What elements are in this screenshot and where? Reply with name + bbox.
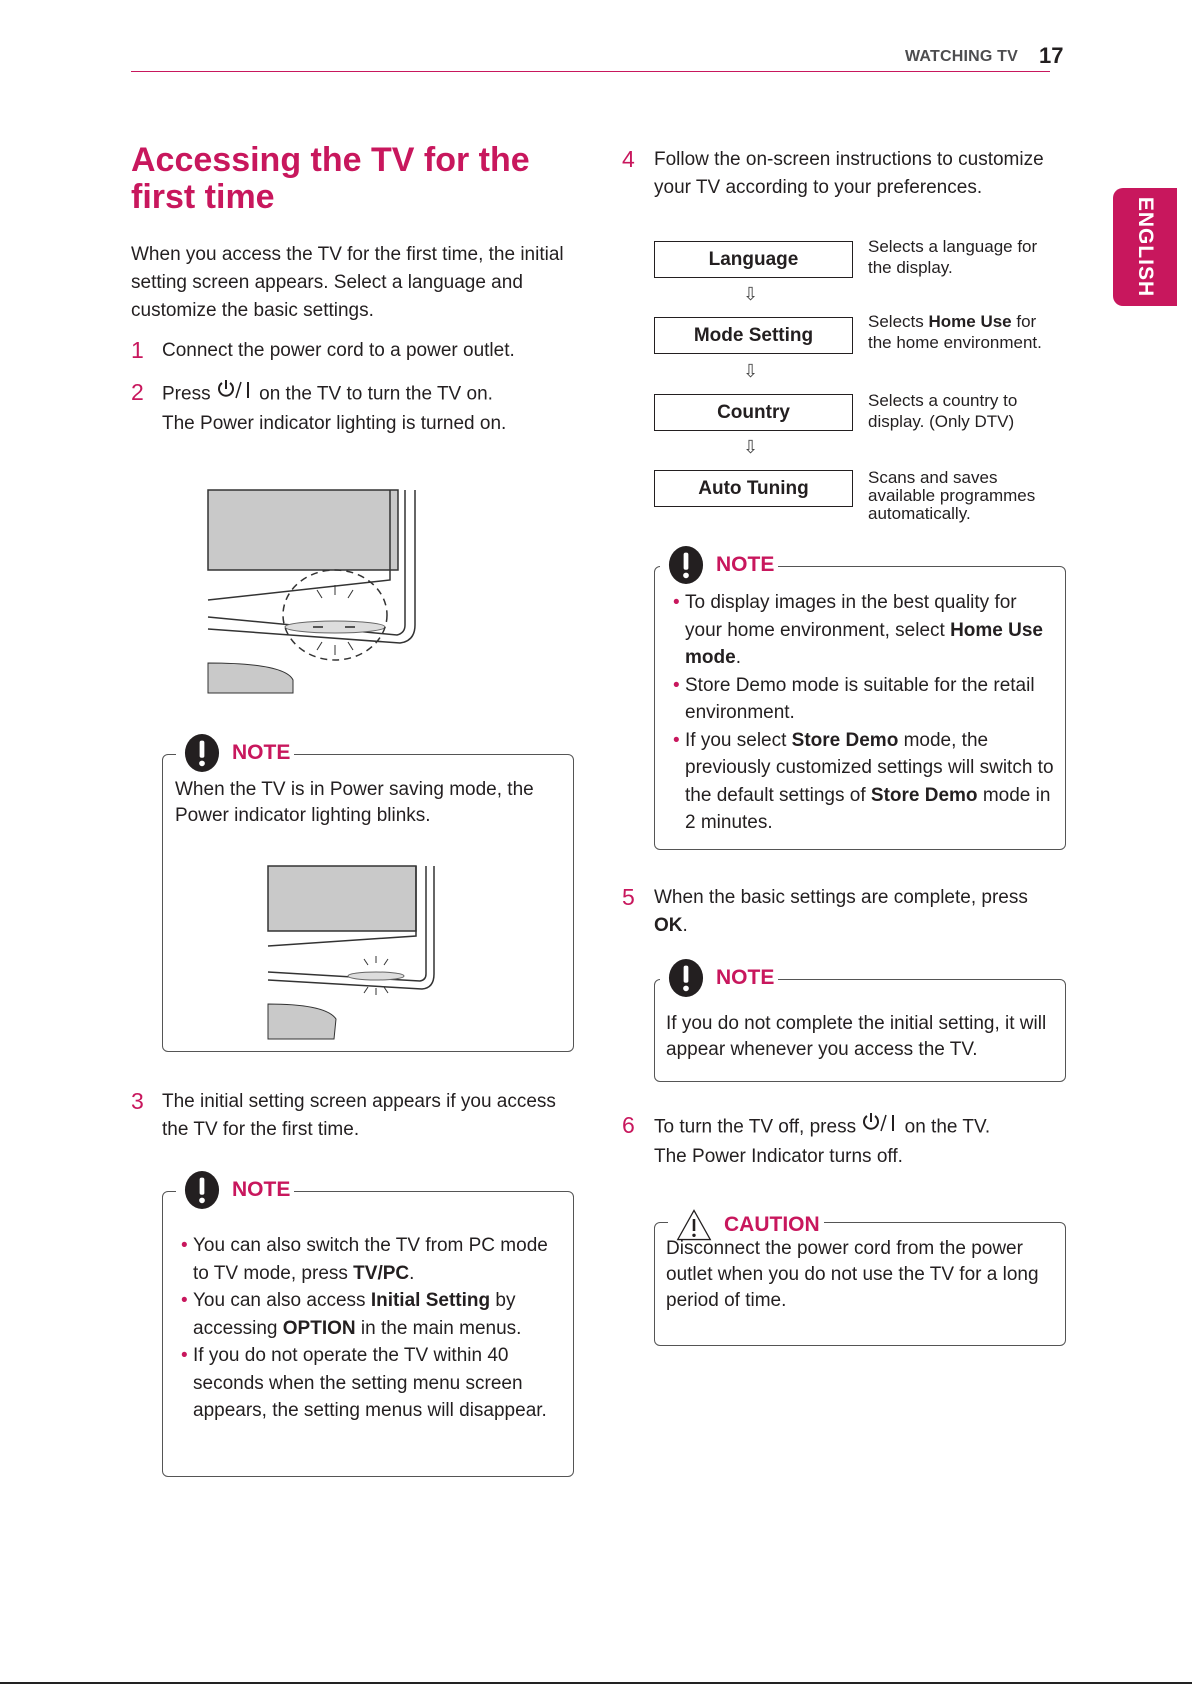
exclamation-icon	[668, 543, 704, 587]
flow-step-mode-setting: Mode Setting	[654, 317, 853, 354]
note-label: NOTE	[716, 553, 775, 576]
page-number: 17	[1039, 43, 1064, 68]
step-5-text: When the basic settings are complete, press OK.	[654, 887, 1028, 936]
step-1-text: Connect the power cord to a power outlet.	[162, 340, 515, 361]
note-label: NOTE	[232, 741, 291, 764]
caution-text: Disconnect the power cord from the power outlet when you do not use the TV for a long period of time.	[666, 1238, 1039, 1311]
flow-desc-language: Selects a language for the display.	[868, 237, 1038, 277]
down-arrow-icon: ⇩	[743, 361, 759, 381]
tv-blinking-indicator-illustration	[266, 864, 456, 1047]
flow-desc-mode-setting: Selects Home Use for the home environment.	[868, 312, 1042, 352]
caution-label: CAUTION	[724, 1213, 820, 1236]
language-tab	[1113, 188, 1177, 306]
step-3-text: The initial setting screen appears if you access the TV for the first time.	[162, 1091, 556, 1140]
tv-power-indicator-illustration	[205, 485, 445, 700]
header-divider	[131, 71, 1050, 72]
note-3-body	[673, 589, 1058, 837]
note-1-text: When the TV is in Power saving mode, the Power indicator lighting blinks.	[175, 779, 534, 826]
step-5-number: 5	[622, 884, 635, 910]
note-label: NOTE	[716, 966, 775, 989]
step-4-text: Follow the on-screen instructions to customize your TV according to your preferences.	[654, 149, 1044, 198]
note-2-body	[181, 1232, 561, 1425]
step-2-number: 2	[131, 379, 144, 405]
flow-desc-country: Selects a country to display. (Only DTV)	[868, 391, 1018, 431]
note-header	[176, 1168, 294, 1212]
down-arrow-icon: ⇩	[743, 437, 759, 457]
flow-step-country: Country	[654, 394, 853, 431]
note-header	[176, 731, 294, 775]
down-arrow-icon: ⇩	[743, 284, 759, 304]
flow-step-auto-tuning: Auto Tuning	[654, 470, 853, 507]
page-title: Accessing the TV for the first time	[131, 141, 530, 216]
exclamation-icon	[184, 731, 220, 775]
step-6-number: 6	[622, 1112, 635, 1138]
note-3-bullet: • If you select Store Demo mode, the previously customized settings will switch to the default settings of Store Demo mode in 2 minutes.	[673, 727, 1058, 837]
step-2-post: on the TV to turn the TV on.	[259, 383, 493, 405]
note-2-bullet: • You can also access Initial Setting by accessing OPTION in the main menus.	[181, 1287, 561, 1342]
flow-step-language: Language	[654, 241, 853, 278]
step-2-line2: The Power indicator lighting is turned on.	[162, 413, 507, 434]
note-2-bullet: • If you do not operate the TV within 40 seconds when the setting menu screen appears, the setting menus will disappear.	[181, 1342, 561, 1425]
intro-paragraph: When you access the TV for the first time, the initial setting screen appears. Select a language and customize the basic settings.	[131, 244, 564, 321]
header-section-title: WATCHING TV	[904, 48, 1018, 65]
note-3-bullet: • Store Demo mode is suitable for the retail environment.	[673, 672, 1058, 727]
note-label: NOTE	[232, 1178, 291, 1201]
note-header	[660, 956, 778, 1000]
language-tab-label: ENGLISH	[1134, 196, 1157, 298]
step-1-number: 1	[131, 337, 144, 363]
step-4-number: 4	[622, 146, 635, 172]
step-6-text: To turn the TV off, press on the TV. The Power Indicator turns off.	[654, 1112, 1074, 1171]
power-icon	[861, 1112, 899, 1143]
step-2-pre: Press	[162, 383, 211, 405]
flow-desc-auto-tuning: Scans and saves available programmes automatically.	[868, 468, 1036, 523]
step-2-text	[162, 379, 582, 438]
note-header	[660, 543, 778, 587]
note-4-text: If you do not complete the initial setting, it will appear whenever you access the TV.	[666, 1013, 1047, 1060]
exclamation-icon	[184, 1168, 220, 1212]
note-2-bullet: • You can also switch the TV from PC mode to TV mode, press TV/PC.	[181, 1232, 561, 1287]
note-3-bullet: • To display images in the best quality for your home environment, select Home Use mode.	[673, 589, 1058, 672]
exclamation-icon	[668, 956, 704, 1000]
step-3-number: 3	[131, 1088, 144, 1114]
power-icon	[216, 379, 254, 410]
page-bottom-border	[0, 1682, 1192, 1684]
